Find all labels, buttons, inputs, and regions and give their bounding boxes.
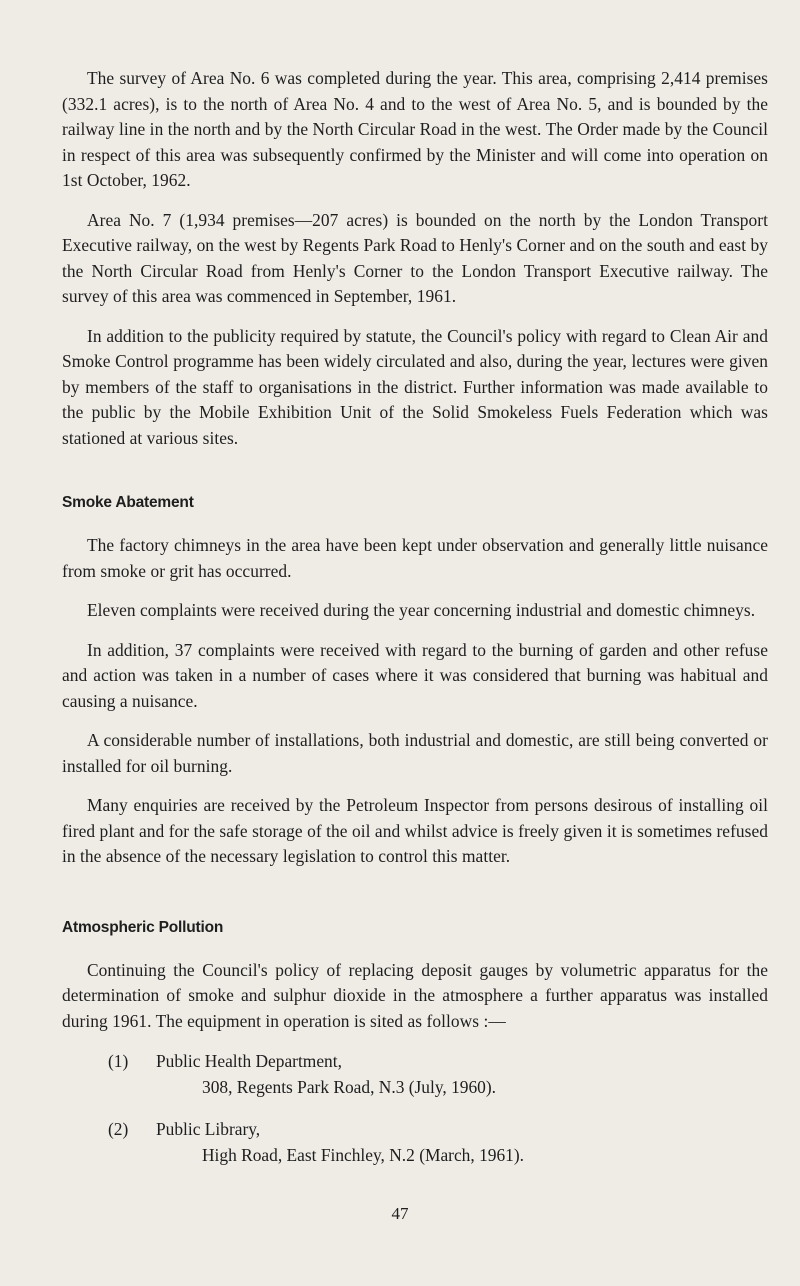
list-item-line2: High Road, East Finchley, N.2 (March, 1961).	[202, 1145, 524, 1165]
list-item-line2: 308, Regents Park Road, N.3 (July, 1960).	[202, 1077, 497, 1097]
list-item-number: (2)	[108, 1119, 129, 1139]
smoke-paragraph-2: Eleven complaints were received during the year concerning industrial and domestic chimneys.	[87, 600, 756, 620]
list-item-line1: Public Library,	[156, 1119, 261, 1139]
site-list	[62, 1048, 768, 1168]
list-item-number: (1)	[108, 1051, 129, 1071]
intro-paragraph-1: The survey of Area No. 6 was completed during the year. This area, comprising 2,414 premises (332.1 acres), is to the north of Area No. 4 and to the west of Area No. 5, and is bounded by the railway line in the north and by the North Circular Road in the west. The Order made by the Council in respect of this area was subsequently confirmed by the Minister and will come into operation on 1st October, 1962.	[62, 68, 768, 190]
atmospheric-pollution-heading: Atmospheric Pollution	[62, 918, 224, 936]
list-item	[62, 1048, 768, 1100]
smoke-abatement-heading: Smoke Abatement	[62, 494, 194, 511]
smoke-paragraph-3: In addition, 37 complaints were received with regard to the burning of garden and other refuse and action was taken in a number of cases where it was considered that burning was habitual and causing a nuisance.	[62, 639, 768, 711]
page-number: 47	[391, 1204, 409, 1223]
intro-paragraph-3: In addition to the publicity required by statute, the Council's policy with regard to Clean Air and Smoke Control programme has been widely circulated and also, during the year, lectures were given by members of the staff to organisations in the district. Further information was made available to the public by the Mobile Exhibition Unit of the Solid Smokeless Fuels Federation which was stationed at various sites.	[62, 325, 768, 448]
atmos-paragraph-1: Continuing the Council's policy of replacing deposit gauges by volumetric apparatus for the determination of smoke and sulphur dioxide in the atmosphere a further apparatus was installed during 1961. The equipment in operation is sited as follows :—	[62, 959, 768, 1031]
list-item	[62, 1116, 768, 1168]
document-page	[62, 66, 768, 1184]
list-item-line1: Public Health Department,	[156, 1051, 342, 1071]
smoke-paragraph-1: The factory chimneys in the area have been kept under observation and generally little nuisance from smoke or grit has occurred.	[62, 535, 768, 581]
smoke-paragraph-5: Many enquiries are received by the Petroleum Inspector from persons desirous of installing oil fired plant and for the safe storage of the oil and whilst advice is freely given it is sometimes refused in the absence of the necessary legislation to control this matter.	[62, 795, 768, 866]
intro-paragraph-2: Area No. 7 (1,934 premises—207 acres) is bounded on the north by the London Transport Executive railway, on the west by Regents Park Road to Henly's Corner and on the south and east by the North Circular Road from Henly's Corner to the London Transport Executive railway. The survey of this area was commenced in September, 1961.	[62, 209, 768, 306]
smoke-paragraph-4: A considerable number of installations, both industrial and domestic, are still being converted or installed for oil burning.	[62, 730, 768, 776]
